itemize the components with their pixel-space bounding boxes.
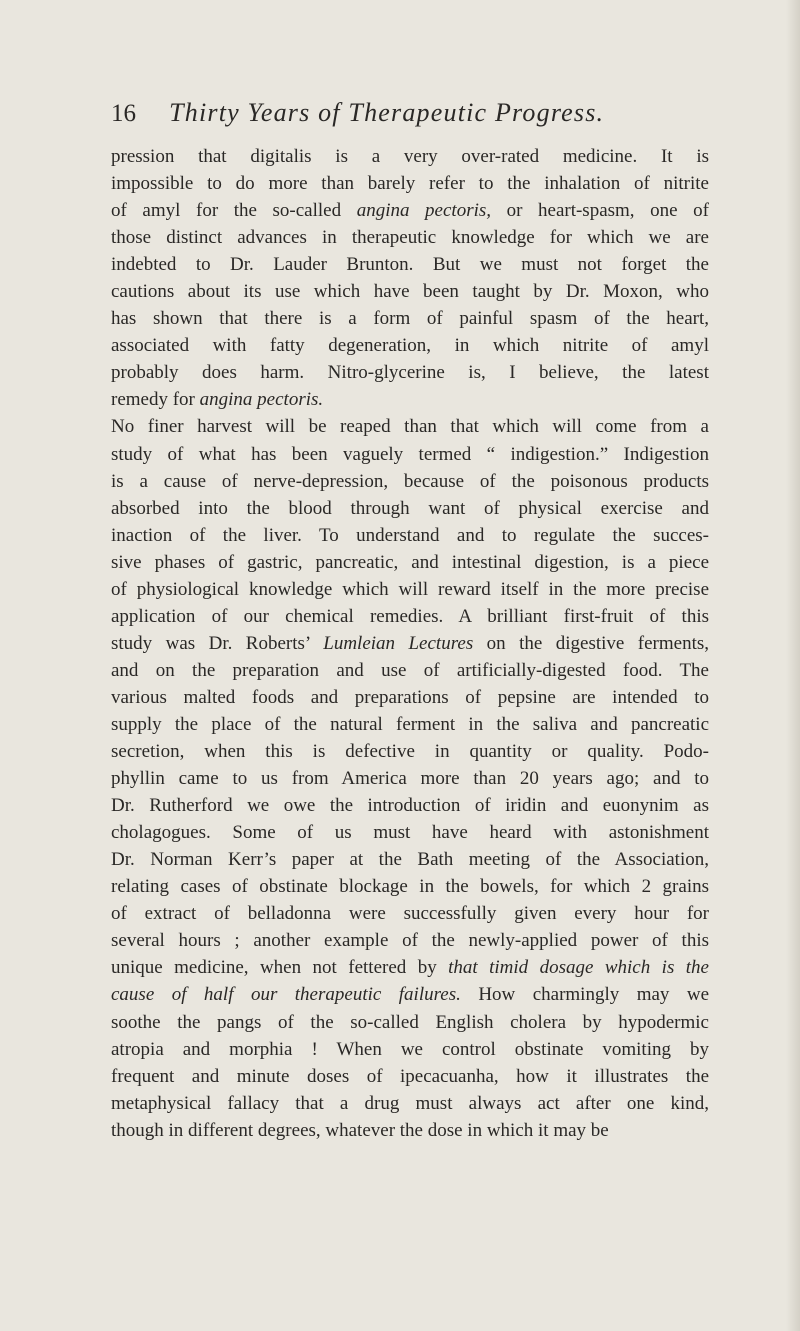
text-line [111, 251, 709, 278]
text-line [111, 1036, 709, 1063]
text-line [111, 386, 709, 413]
text-run: various malted foods and preparations of pepsine are intended to [111, 686, 709, 708]
text-line [111, 846, 709, 873]
text-run: relating cases of obstinate blockage in the bowels, for which 2 grains [111, 876, 709, 898]
text-run: cautions about its use which have been taught by Dr. Moxon, who [111, 281, 709, 303]
text-run: remedy for [111, 389, 200, 411]
text-run: No finer harvest will be reaped than that which will come from a [111, 416, 709, 438]
text-line [111, 630, 709, 657]
text-run: associated with fatty degeneration, in which nitrite of amyl [111, 335, 709, 357]
italic-text: angina pectoris, [356, 200, 492, 222]
text-run: of physiological knowledge which will reward itself in the more precise [111, 578, 709, 600]
text-run: How charmingly may we [460, 984, 710, 1006]
text-line [111, 765, 709, 792]
text-run: has shown that there is a form of painful spasm of the heart, [111, 308, 709, 330]
text-line [111, 495, 709, 522]
page-number: 16 [111, 100, 136, 127]
page-edge-shadow [786, 0, 800, 1331]
text-line [111, 603, 709, 630]
text-line [111, 413, 709, 440]
text-line [111, 305, 709, 332]
italic-text: cause of half our therapeutic failures. [111, 984, 461, 1006]
text-line [111, 657, 709, 684]
text-line [111, 981, 709, 1008]
text-run: unique medicine, when not fettered by [111, 957, 449, 979]
text-line [111, 441, 709, 468]
text-run: of amyl for the so-called [111, 200, 357, 222]
text-line [111, 792, 709, 819]
text-run: several hours ; another example of the newly-applied power of this [111, 930, 709, 952]
text-run: application of our chemical remedies. A brilliant first-fruit of this [111, 605, 709, 627]
text-line [111, 900, 709, 927]
text-run: absorbed into the blood through want of physical exercise and [111, 497, 709, 519]
text-run: secretion, when this is defective in quantity or quality. Podo- [111, 741, 709, 763]
text-run: on the digestive ferments, [473, 632, 710, 654]
running-header [111, 98, 711, 138]
text-line [111, 522, 709, 549]
text-run: inaction of the liver. To understand and to regulate the succes- [111, 524, 709, 546]
text-run: soothe the pangs of the so-called English cholera by hypodermic [111, 1011, 709, 1033]
text-run: pression that digitalis is a very over-rated medicine. It is [111, 146, 709, 167]
running-title: Thirty Years of Therapeutic Progress. [169, 98, 605, 127]
text-run: phyllin came to us from America more than 20 years ago; and to [111, 768, 709, 790]
text-run: atropia and morphia ! When we control obstinate vomiting by [111, 1038, 709, 1060]
text-line [111, 197, 709, 224]
text-line [111, 954, 709, 981]
text-line [111, 359, 709, 386]
italic-text: Lumleian Lectures [323, 632, 474, 654]
text-line [111, 1009, 709, 1036]
text-line [111, 1117, 709, 1144]
text-run: indebted to Dr. Lauder Brunton. But we must not forget the [111, 254, 709, 276]
text-run: study was Dr. Roberts’ [111, 632, 324, 654]
text-line [111, 1063, 709, 1090]
text-run: though in different degrees, whatever the dose in which it may be [111, 1119, 609, 1141]
text-line [111, 278, 709, 305]
text-run: frequent and minute doses of ipecacuanha, how it illustrates the [111, 1065, 709, 1087]
text-run: cholagogues. Some of us must have heard with astonishment [111, 822, 709, 844]
text-run: Dr. Rutherford we owe the introduction of iridin and euonynim as [111, 795, 709, 817]
text-run: Dr. Norman Kerr’s paper at the Bath meeting of the Association, [111, 849, 709, 871]
text-line [111, 549, 709, 576]
text-run: is a cause of nerve-depression, because of the poisonous products [111, 470, 709, 492]
text-run: study of what has been vaguely termed “ indigestion.” Indigestion [111, 443, 709, 465]
italic-text: angina pectoris. [199, 389, 324, 411]
text-run: or heart-spasm, one of [491, 200, 709, 222]
text-run: those distinct advances in therapeutic knowledge for which we are [111, 227, 709, 249]
text-run: and on the preparation and use of artificially-digested food. The [111, 659, 709, 681]
body-text [111, 143, 709, 1144]
text-line [111, 143, 709, 170]
text-line [111, 170, 709, 197]
text-line [111, 684, 709, 711]
text-line [111, 819, 709, 846]
text-run: probably does harm. Nitro-glycerine is, I believe, the latest [111, 362, 709, 384]
text-run: metaphysical fallacy that a drug must always act after one kind, [111, 1092, 709, 1114]
text-line [111, 738, 709, 765]
text-line [111, 576, 709, 603]
text-run: impossible to do more than barely refer to the inhalation of nitrite [111, 173, 709, 195]
text-run: of extract of belladonna were successfully given every hour for [111, 903, 709, 925]
text-line [111, 332, 709, 359]
text-run: sive phases of gastric, pancreatic, and intestinal digestion, is a piece [111, 551, 709, 573]
text-line [111, 1090, 709, 1117]
text-line [111, 873, 709, 900]
text-line [111, 711, 709, 738]
text-run: supply the place of the natural ferment in the saliva and pancreatic [111, 713, 709, 735]
italic-text: that timid dosage which is the [448, 957, 709, 979]
text-line [111, 224, 709, 251]
text-line [111, 927, 709, 954]
text-line [111, 468, 709, 495]
